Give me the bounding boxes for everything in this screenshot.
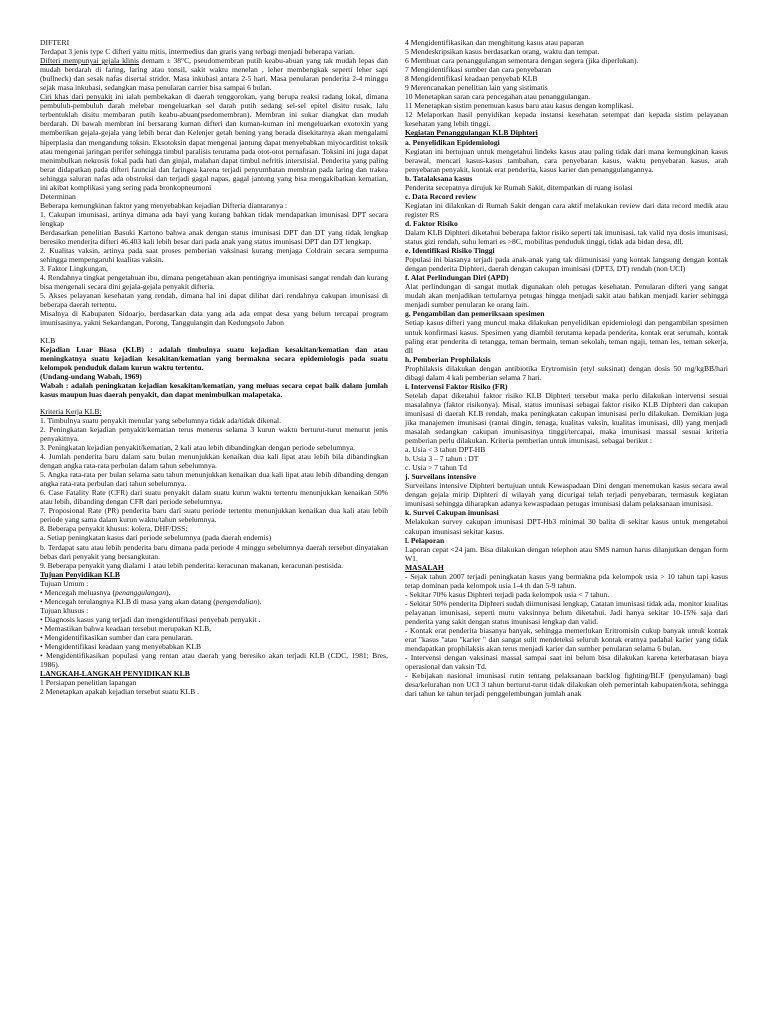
list-item: 4. Rendahnya tingkat pengetahuan ibu, dimana pengetahuan akan pentingnya imunisasi sangat rendah dan kurang bisa mengenali secara dini gejala-gejala penyakit difteria.: [40, 273, 388, 292]
kriteria-list: [40, 416, 388, 570]
list-item: • Mengidentifikasi keadaan yang menyebabkan KLB: [40, 642, 202, 652]
section-text: Setiap kasus difteri yang muncul maka dilakukan penyelidikan epidemiologi dan pengambilan spesimen untuk konfirmasi kasus. Spesimen yang diambil terutama kepada penderita, kontak erat serumah, kontak paling erat penderita di tetangga, teman bermain, teman sekolah, teman ngaji, teman les, teman sekerja, dll: [405, 318, 728, 355]
section-text: Setelah dapat diketahui faktor risiko KLB Diphteri tersebut maka perlu dilakukan intervensi sesuai masalahnya (faktor risikonya). Misal, status imunisasi sebagai faktor risiko KLB Diphteri dan cakupan imunisasi di daerah KLB rendah, maka peningkatan cakupan imunisasi perlu dilakukan. Demikian juga jika manajemen imunisasi (rantai dingin, tenaga, kualitas vaksin, kualitas imunisasi, dll) yang menjadi masalah sedangkan cakupan imunisasinya tinggi/tercapai, maka imunisasi massal sesuai kriteria pemberian perlu dilakukan. Kriteria pemberian untuk imunisasi, sebagai berikut :: [405, 390, 728, 446]
section-heading: d. Faktor Risiko: [405, 218, 458, 228]
list-item: 4 Mengidentifikasikan dan menghitung kasus atau paparan: [405, 38, 584, 47]
list-item: 5. Angka rata-rata per bulan selama satu tahun menunjukkan kenaikan dua kali lipat atau lebih dibanding dengan angka rata-rata perbulan dari tahun sebelumnya.: [40, 470, 388, 489]
section-text: Dalam KLB Diphteri diketahui beberapa faktor risiko seperti tak imunisasi, tak valid nya dosis imunisasi, status gizi rendah, suhu lemari es >8C, mobilitas penduduk tinggi, tidak ada bidan desa, dll.: [405, 227, 728, 247]
list-item: 8. Beberapa penyakit khusus: kolera, DHF/DSS:: [40, 524, 188, 534]
kegiatan-heading: Kegiatan Penanggulangan KLB Diphteri: [405, 128, 538, 138]
determinan-list: [40, 210, 388, 328]
item-emphasis: pengendalian: [215, 596, 258, 606]
list-item: 8 Mengidentifikasi keadaan penyebab KLB: [405, 74, 538, 84]
section-text: Prophilaksis dilakukan dengan antibiotika Erytromisin (etyl suksinat) dengan dosis 50 mg/kgBB/hari dibagi dalam 4 kali pemberian selama 7 hari.: [405, 363, 728, 382]
section-heading: c. Data Record review: [405, 191, 477, 201]
tujuan-umum-heading: Tujuan Umum :: [40, 578, 89, 588]
section-heading: b. Tatalaksana kasus: [405, 173, 473, 183]
list-item: 2. Peningkatan kejadian penyakit/kematian terus menerus selama 3 kurun waktu berturut-turut menurut jenis penyakitnya.: [40, 424, 388, 443]
list-item: • Diagnosis kasus yang terjadi dan mengidentifikasi penyebab penyakit .: [40, 614, 261, 624]
list-item: 1. Cakupan imunisasi, artinya dimana ada bayi yang kurang bahkan tidak mendapatkan imunisasi DPT secara lengkap: [40, 209, 388, 228]
section-heading: j. Surveilans intensive: [405, 472, 477, 482]
paragraph-clinical: [40, 56, 388, 92]
tujuan-khusus-heading: Tujuan khusus :: [40, 605, 89, 615]
section-text: Kegiatan ini dilakukan di Rumah Sakit dengan cara aktif melakukan review dari data record medik atau register RS: [405, 200, 728, 219]
list-item: 12 Melaporkan hasil penyidikan kepada instansi kesehatan setempat dan kepada sistim pelayanan kesehatan yang lebih tinggi.: [405, 110, 728, 129]
right-column: [405, 38, 728, 698]
list-item: b. Terdapat satu atau lebih penderita baru dimana pada periode 4 minggu sebelumnya daerah tersebut dinyatakan bebas dari penyakit yang bersangkutan.: [40, 542, 388, 561]
item-text: ).: [257, 596, 262, 606]
section-text: Populasi ini biasanya terjadi pada anak-anak yang tak diimunisasi yang kontak langsung dengan kontak dengan penderita Diphteri, daerah dengan cakupan imunisasi (DPT3, DT) rendah (non UCI): [405, 255, 728, 274]
list-item: 6 Membuat cara penanggulangan sementara dengan segera (jika diperlukan).: [405, 56, 639, 66]
characteristics-lead: Ciri khas dari penyakit: [40, 92, 113, 102]
left-column: [40, 38, 388, 696]
item-text: • Mencegah meluasnya (: [40, 587, 115, 597]
paragraph-types: Terdapat 3 jenis type C difteri yaitu mitis, intermedius dan graris yang terbagi menjadi beberapa varian.: [40, 47, 355, 57]
list-item: 9. Beberapa penyakit yang dialami 1 atau lebih penderita: keracunan makanan, keracunan pestisida.: [40, 560, 343, 570]
item-emphasis: penanggulangan: [114, 587, 167, 597]
list-item: • Mengidentifikasikan populasi yang rentan atau daerah yang beresiko akan terjadi KLB (CDC, 1981; Bres, 1986).: [40, 651, 388, 670]
section-heading: e. Identifikasi Risiko Tinggi: [405, 246, 495, 256]
section-heading: h. Pemberian Prophilaksis: [405, 354, 491, 364]
langkah-list-continued: [405, 38, 728, 128]
list-item: 3. Faktor Lingkungan,: [40, 264, 108, 274]
tujuan-heading: Tujuan Penyidikan KLB: [40, 569, 120, 579]
list-item: 5 Mendeskripsikan kasus berdasarkan orang, waktu dan tempat.: [405, 47, 600, 57]
masalah-heading: MASALAH: [405, 562, 444, 572]
list-item: 6. Case Fatality Rate (CFR) dari suatu penyakit dalam suatu kurun waktu tertentu menunjukkan kenaikan 50% atau lebih, dibanding dengan CFR dari periode sebelumnya.: [40, 488, 388, 507]
kegiatan-sections: [405, 138, 728, 563]
wabah-definition: Wabah : adalah peningkatan kejadian kesakitan/kematian, yang meluas secara cepat baik dalam jumlah kasus maupun luas daerah penyakit, dan dapat menimbulkan malapetaka.: [40, 380, 388, 399]
section-text: Melakukan survey cakupan imunisasi DPT-Hb3 minimal 30 balita di sekitar kasus untuk mengetahui cakupan imunisasi sekitar kasus.: [405, 517, 728, 536]
determinan-heading: Determinan: [40, 191, 76, 201]
list-item: Berdasarkan penelitian Basuki Kartono bahwa anak dengan status imunisasi DPT dan DT yang tidak lengkap beresiko menderita difteri 46.403 kali lebih besar dari pada anak yang status imunisasi DPT dan DT lengkap.: [40, 227, 388, 247]
section-heading: f. Alat Perlindungan Diri (APD): [405, 273, 509, 283]
list-item: 1 Persiapan penelitian lapangan: [40, 678, 137, 688]
section-text: Alat perlindungan di sangat mutlak digunakan oleh petugas kesehatan. Penularan difteri yang sangat mudah akan menjadikan tertularnya petugas hingga menjadi sakit atau bahkan menjadi karier sehingga menjadi sumber penularan ke orang lain.: [405, 282, 728, 310]
list-item: 4. Jumlah penderita baru dalam satu bulan menunjukkan kenaikan dua kali lipat atau lebih bila dibandingkan dengan angka rata-rata perbulan dalam tahun sebelumnya.: [40, 452, 388, 471]
list-item: [40, 588, 388, 597]
section-text: Penderita secepatnya dirujuk ke Rumah Sakit, ditempatkan di ruang isolasi: [405, 182, 633, 192]
list-item: 2 Menetapkan apakah kejadian tersebut suatu KLB .: [40, 687, 199, 697]
list-item: - Sejak tahun 2007 terjadi peningkatan kasus yang bermakna pda kelompok usia > 10 tahun tapi kasus tetap dominan pada kelompok usia 1-4 th dan 5-9 tahun.: [405, 571, 728, 590]
langkah-heading: LANGKAH-LANGKAH PENYIDIKAN KLB: [40, 669, 190, 679]
characteristics-rest: ini ialah pembekakan di daerah tenggorokan, yang berupa reaksi radang lokal, dimana pembuluh-pembuluh darah melebar mengeluarkan sel darah putih sedang sel-sel epitel disitu rusak, lalu terbentuklah disitu membaran putih keabu-abuan(psedomembran). Membran ini sukar diangkat dan mudah berdarah. Di bawah membran ini bersarang kuman difteri dan kuman-kuman ini mengeluarkan exotoxin yang memberikan gejala-gejala yang lebih berat dan Kelenjer getah bening yang berada disekitarnya akan mengalami hiperplasia dan mengandung toksin. Eksotoksin dapat mengenai jantung dapat menyebabkan miyocarditist toksik atau mengenai jaringan perifer sehingga timbul paralisis terutama pada otot-otot pernafasan. Toksini ini juga dapat menimbulkan nekrosis fokal pada hati dan ginjal, malahan dapat timbul nefritis interstisial. Penderita yang paling berat didapatkan pada difteri fauncial dan faringea karena terjadi penyumbatan membran pada laring dan trakea sehingga saluran nafas ada obstruksi dan terjadi gagal napas, gagal jantung yang bisa mengakibatkan kematian, ini akibat komplikasi yang sering pada bronkopneumoni: [40, 92, 388, 192]
section-heading: l. Pelaporan: [405, 535, 445, 545]
section-text: Laporan cepat <24 jam. Bisa dilakukan dengan telephon atau SMS namun harus dilanjutkan dengan form W1.: [405, 544, 728, 563]
list-item: 3. Peningkatan kejadian penyakit/kematian, 2 kali atau lebih dibandingkan dengan periode sebelumnya.: [40, 443, 356, 453]
list-item: - Kontak erat penderita biasanya banyak, sehingga memerlukan Eritromisin cukup banyak untuk kontak erat "kasus "atau "karier " dan sangat sulit mendeteksi seluruh kontak eratnya padahal karier yang tidak mendapatkan prophilaksis akan terus menjadi karier dan sumber penularan selama 6 bulan.: [405, 626, 728, 654]
list-item: 7. Proposional Rate (PR) penderita baru dari suatu periode tertentu menunjukkan kenaikan dua kali atau lebih periode yang sama dalam kurun waktu/tahun sebelumnya.: [40, 506, 388, 525]
klb-definition: Kejadian Luar Biasa (KLB) : adalah timbulnya suatu kejadian kesakitan/kematian dan atau meningkatnya suatu kejadian kesakitan/kematian yang bermakna secara epidemiologis pada suatu kelompok penduduk dalam kurun waktu tertentu.: [40, 344, 388, 372]
section-text: Kegiatan ini bertujuan untuk mengetahui lindeks kasus atau paling tidak dari mana kemungkinan kasus berawal, mencari kasus-kasus tambahan, cara penyebaran kasus, waktu penyebaran kasus, arah penyebaran penyakit, kontak erat penderita, kasus karier dan penanggulangannya.: [405, 146, 728, 174]
section-heading: k. Survei Cakupan imunisasi: [405, 508, 499, 518]
klb-source: (Undang-undang Wabah, 1969): [40, 371, 142, 381]
list-item: 9 Merencanakan penelitian lain yang sistimatis: [405, 83, 548, 93]
list-item: a. Setiap peningkatan kasus dari periode sebelumnya (pada daerah endemis): [40, 533, 272, 543]
section-text: Surveilans intensive Diphteri bertujuan untuk Kewaspadaan Dini dengan menemukan kasus secara awal dengan gejala mirip Diphteri di wilayah yang dicurigai telah terjadi penyebaran, termasuk kegiatan imunisasi sehingga diharapkan adanya kewaspadaan petugas imunisasi dalam pelaksanaan imunisasi.: [405, 481, 728, 509]
kriteria-heading: Kriteria Kerja KLB:: [40, 406, 102, 416]
item-text: • Mencegah terulangnya KLB di masa yang akan datang (: [40, 596, 216, 606]
item-text: ).: [166, 587, 171, 597]
paragraph-characteristics: [40, 92, 388, 192]
section-text: a. Usia < 3 tahun DPT-HB b. Usia 3 – 7 tahun : DT c. Usia > 7 tahun Td: [405, 445, 486, 473]
clinical-lead: Difteri mempunyai gejala klinis: [40, 56, 140, 66]
list-item: • Mengidentifikasikan sumber dan cara penularan.: [40, 633, 193, 642]
list-item: - Sekitar 70% kasus Diphteri terjadi pada kelompok usia < 7 tahun.: [405, 589, 610, 599]
list-item: Misalnya di Kabupaten Sidoarjo, berdasarkan data yang ada ada empat desa yang belum tercapai program imunisasinya, yakni Sekardangan, Porong, Tanggulangin dan Kedungsolo Jabon: [40, 309, 388, 328]
list-item: 7 Mengidentifikasi sumber dan cara penyebaran: [405, 65, 552, 75]
list-item: - Kebijakan nasional imunisasi rutin tentang pelaksanaan backlog fighting/BLF (penyulaman) bagi desa/kelurahan non UCI 3 tahun berturut-turut tidak dilakukan oleh pemerintah kabupaten/kota, sehingga dari tahun ke tahun terjadi penggelembungan jumlah anak: [405, 671, 728, 699]
list-item: 2. Kualitas vaksin, artinya pada saat proses pemberian vaksinasi kurang menjaga Coldrain secara sempurna sehingga mempengaruhi kualitas vaksin.: [40, 246, 388, 265]
determinan-intro: Beberapa kemungkinan faktor yang menyebabkan kejadian Difteria diantaranya :: [40, 200, 288, 210]
masalah-list: [405, 572, 728, 699]
section-heading: a. Penyelidikan Epidemiologi: [405, 137, 500, 147]
list-item: 1. Timbulnya suatu penyakit menular yang sebelumnya tidak ada/tidak dikenal.: [40, 415, 282, 425]
doc-title: DIFTERI: [40, 38, 70, 47]
list-item: 10 Menetapkan saran cara pencegahan atau penanggulangan.: [405, 92, 591, 102]
list-item: • Memastikan bahwa keadaan tersebut merupakan KLB,: [40, 623, 212, 633]
list-item: [40, 597, 388, 606]
section-heading: g. Pengambilan dan pemeriksaan spesimen: [405, 309, 545, 319]
list-item: - Intervensi dengan vaksinasi massal sampai saat ini belum bisa dilakukan karena keterbatasan biaya operasional dan vaksin Td.: [405, 653, 728, 672]
clinical-rest: demam ± 38°C, pseudomembran putih keabu-abuan yang tak mudah lepas dan mudah berdarah di faring, laring atau tonsil, sakit waktu menelan , leher membengkak seperti leher sapi (bullneck) dan sesak nafas disertai stridor. Masa inkubasi antara 2-5 hari. Masa penularan penderita 2-4 minggu sejak masa inkubasi, sedangkan masa penularan carrier bisa sampai 6 bulan.: [40, 56, 388, 93]
list-item: 11 Menetapkan sistim penemuan kasus baru atau kasus dengan komplikasi.: [405, 101, 634, 111]
list-item: 5. Akses pelayanan kesehatan yang rendah, dimana hal ini dapat dilihat dari rendahnya cakupan imunisasi di beberapa daerah tertentu.: [40, 291, 388, 310]
klb-heading: KLB: [40, 335, 56, 345]
section-heading: i. Intervensi Faktor Risiko (FR): [405, 381, 508, 391]
list-item: - Sekitar 50% penderita Diphteri sudah diimunisasi lengkap, Catatan imunisasi tidak ada, monitor kualitas pelayanan imunisasi, seperti mutu vaksinnya belum diketahui. Jadi hanya sekitar 10-15% saja dari penderita yang sakit dengan status imunisasi lengkap dan valid.: [405, 598, 728, 626]
